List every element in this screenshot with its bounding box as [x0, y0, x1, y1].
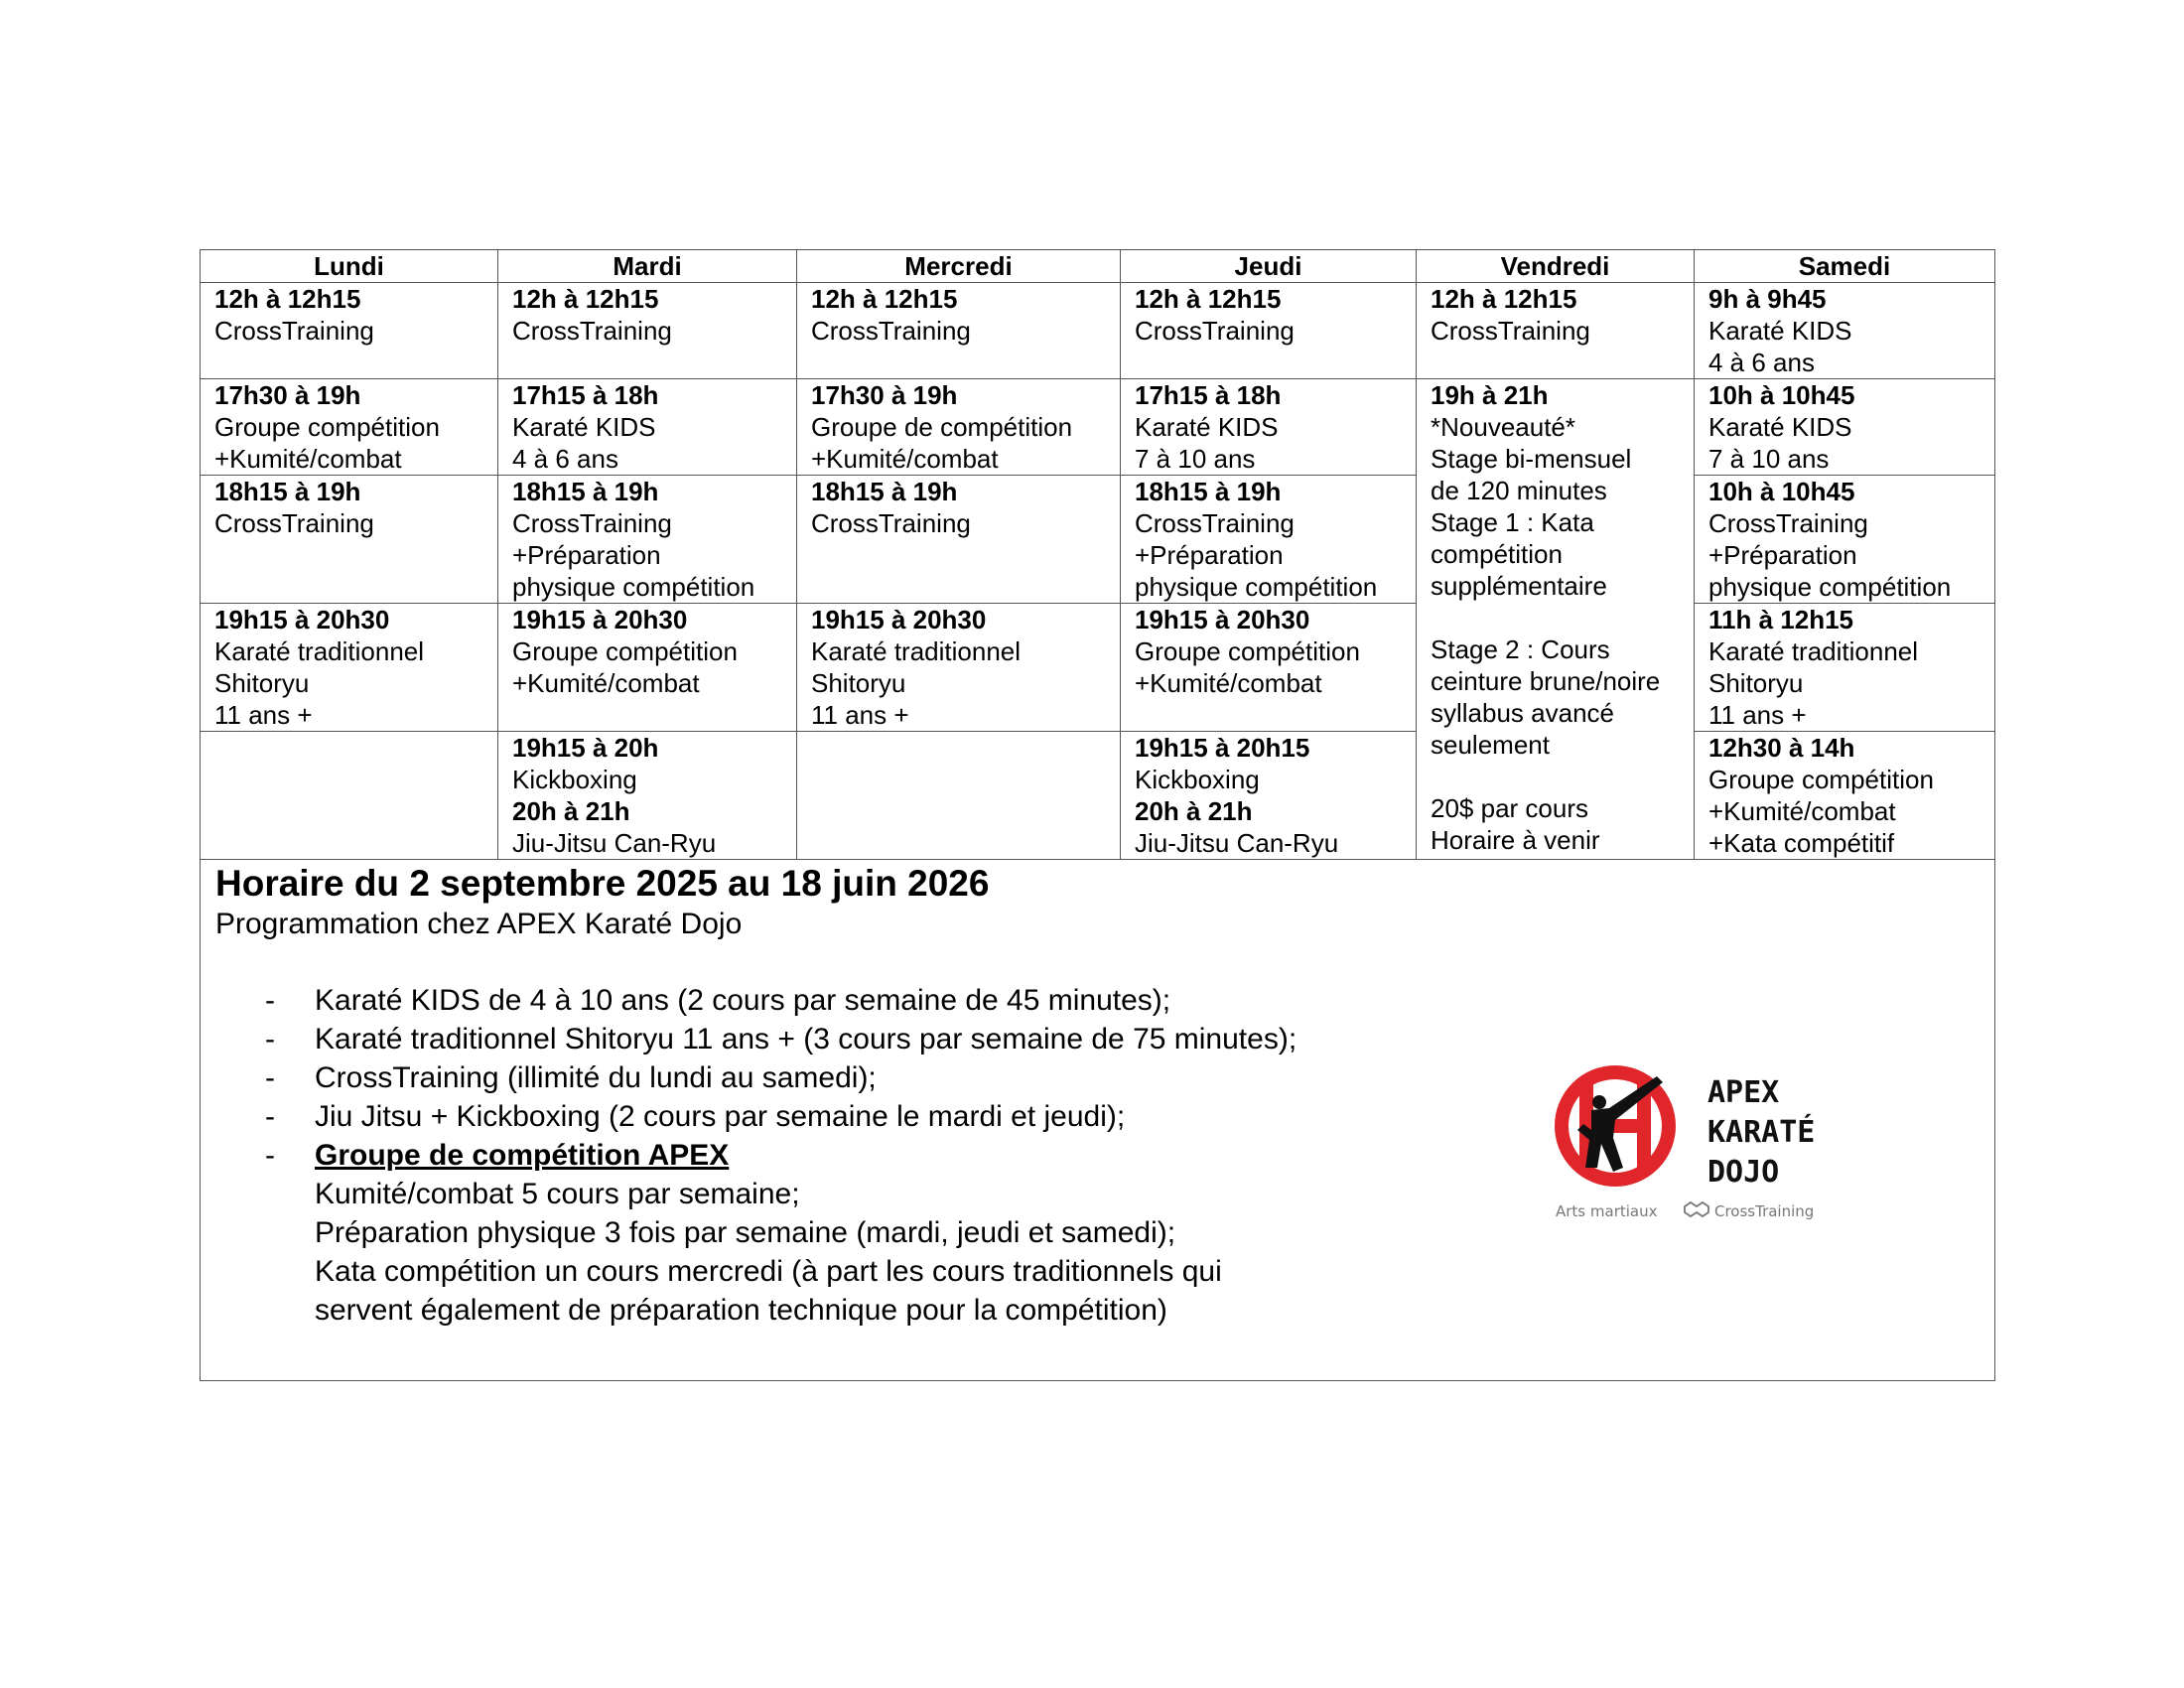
competition-line: Kumité/combat 5 cours par semaine;: [315, 1178, 800, 1210]
class-time: 18h15 à 19h: [214, 477, 361, 506]
logo-text-karate: KARATÉ: [1707, 1115, 1816, 1150]
class-cell: [1695, 283, 1995, 379]
class-time: 20h à 21h: [512, 796, 630, 826]
class-name: Karaté KIDS: [1708, 316, 1852, 346]
class-cell: [201, 476, 498, 604]
class-name: CrossTraining: [214, 508, 374, 538]
class-cell: [797, 283, 1121, 379]
class-cell: [1121, 283, 1417, 379]
empty-cell: [797, 732, 1121, 860]
class-detail: *Nouveauté*: [1431, 412, 1575, 442]
logo-text-apex: APEX: [1707, 1075, 1780, 1110]
competition-line: Préparation physique 3 fois par semaine (mardi, jeudi et samedi);: [315, 1216, 1176, 1249]
class-time: 10h à 10h45: [1708, 380, 1855, 410]
class-cell: [1121, 379, 1417, 476]
class-detail: de 120 minutes: [1431, 476, 1607, 505]
class-time: 19h15 à 20h30: [1135, 605, 1310, 634]
class-time: 17h15 à 18h: [512, 380, 659, 410]
class-cell: [1695, 732, 1995, 860]
class-cell: [1417, 283, 1695, 379]
class-cell: [201, 604, 498, 732]
logo-tagline-crosstraining: CrossTraining: [1714, 1202, 1815, 1220]
bullet-dash: -: [265, 1023, 275, 1055]
class-time: 9h à 9h45: [1708, 284, 1827, 314]
program-text: Karaté KIDS de 4 à 10 ans (2 cours par semaine de 45 minutes);: [315, 984, 1171, 1017]
class-detail: Stage 1 : Kata: [1431, 507, 1594, 537]
class-style: Shitoryu: [1708, 668, 1804, 698]
class-time: 19h15 à 20h30: [214, 605, 390, 634]
class-detail: +Kumité/combat: [811, 444, 999, 474]
day-header-saturday: Samedi: [1695, 250, 1995, 283]
logo-emblem: [1562, 1072, 1669, 1180]
class-detail: seulement: [1431, 730, 1550, 760]
class-name: CrossTraining: [811, 316, 971, 346]
schedule-row: [201, 604, 1995, 732]
day-header-monday: Lundi: [201, 250, 498, 283]
class-age: 7 à 10 ans: [1135, 444, 1256, 474]
class-name: Groupe compétition: [214, 412, 440, 442]
class-name: Kickboxing: [512, 765, 637, 794]
apex-karate-dojo-logo: [1554, 1064, 1861, 1233]
class-cell: [498, 379, 797, 476]
program-item: [215, 981, 1979, 1020]
class-detail: +Préparation: [1708, 540, 1857, 570]
class-detail: +Préparation: [512, 540, 661, 570]
class-cell: [498, 476, 797, 604]
schedule-row: [201, 476, 1995, 604]
class-detail: Stage 2 : Cours: [1431, 634, 1610, 664]
class-name: CrossTraining: [512, 508, 672, 538]
program-text: CrossTraining (illimité du lundi au samedi);: [315, 1061, 877, 1094]
class-time: 12h à 12h15: [811, 284, 958, 314]
class-name: Groupe compétition: [1708, 765, 1934, 794]
competition-line: Kata compétition un cours mercredi (à part les cours traditionnels qui: [315, 1255, 1222, 1288]
class-time: 17h30 à 19h: [811, 380, 958, 410]
class-age: 11 ans +: [811, 700, 909, 730]
class-cell: [1695, 604, 1995, 732]
class-time: 18h15 à 19h: [811, 477, 958, 506]
class-name: CrossTraining: [214, 316, 374, 346]
empty-cell: [201, 732, 498, 860]
class-name: Karaté traditionnel: [214, 636, 425, 666]
class-time: 11h à 12h15: [1708, 605, 1853, 634]
class-time: 12h à 12h15: [1135, 284, 1282, 314]
class-cell: [498, 732, 797, 860]
day-header-row: [201, 250, 1995, 283]
class-time: 19h15 à 20h30: [811, 605, 987, 634]
class-detail: Horaire à venir: [1431, 825, 1600, 855]
class-detail: physique compétition: [512, 572, 755, 602]
class-name: Karaté traditionnel: [1708, 636, 1919, 666]
class-cell: [1121, 732, 1417, 860]
class-style: Shitoryu: [214, 668, 310, 698]
logo-tagline-arts: Arts martiaux: [1556, 1202, 1658, 1220]
class-name: Kickboxing: [1135, 765, 1260, 794]
program-text: Karaté traditionnel Shitoryu 11 ans + (3 cours par semaine de 75 minutes);: [315, 1023, 1297, 1055]
class-cell: [797, 604, 1121, 732]
class-time: 17h30 à 19h: [214, 380, 361, 410]
class-age: 7 à 10 ans: [1708, 444, 1830, 474]
class-time: 19h15 à 20h15: [1135, 733, 1310, 763]
class-detail: ceinture brune/noire: [1431, 666, 1661, 696]
class-name: CrossTraining: [512, 316, 672, 346]
class-name: Groupe de compétition: [811, 412, 1073, 442]
class-detail: +Kata compétitif: [1708, 828, 1895, 858]
class-detail: +Kumité/combat: [512, 668, 700, 698]
competition-heading: Groupe de compétition APEX: [315, 1139, 730, 1172]
class-cell: [797, 379, 1121, 476]
class-cell: [201, 283, 498, 379]
class-cell: [797, 476, 1121, 604]
class-name: Karaté KIDS: [512, 412, 656, 442]
class-name: Groupe compétition: [1135, 636, 1360, 666]
class-detail: +Kumité/combat: [1135, 668, 1322, 698]
friday-stage-cell: [1417, 379, 1695, 860]
class-detail: [1431, 761, 1680, 792]
class-time: 20h à 21h: [1135, 796, 1253, 826]
class-price: 20$ par cours: [1431, 793, 1588, 823]
class-name: Groupe compétition: [512, 636, 738, 666]
program-item: [215, 1020, 1979, 1058]
bullet-dash: -: [265, 1061, 275, 1094]
class-name: Jiu-Jitsu Can-Ryu: [512, 828, 717, 858]
class-cell: [1695, 379, 1995, 476]
day-header-tuesday: Mardi: [498, 250, 797, 283]
class-time: 18h15 à 19h: [1135, 477, 1282, 506]
class-time: 10h à 10h45: [1708, 477, 1855, 506]
class-age: 4 à 6 ans: [512, 444, 618, 474]
class-time: 17h15 à 18h: [1135, 380, 1282, 410]
class-time: 18h15 à 19h: [512, 477, 659, 506]
bullet-dash: -: [265, 1139, 275, 1172]
class-name: CrossTraining: [1135, 316, 1295, 346]
class-name: CrossTraining: [1135, 508, 1295, 538]
class-cell: [1121, 476, 1417, 604]
class-detail: [1431, 602, 1680, 633]
class-detail: compétition: [1431, 539, 1563, 569]
class-name: CrossTraining: [1431, 316, 1590, 346]
logo-text-dojo: DOJO: [1707, 1155, 1780, 1190]
class-name: Karaté KIDS: [1135, 412, 1279, 442]
class-name: Karaté traditionnel: [811, 636, 1022, 666]
schedule-row: [201, 283, 1995, 379]
class-detail: physique compétition: [1708, 572, 1952, 602]
competition-line: servent également de préparation technique pour la compétition): [315, 1294, 1167, 1327]
class-age: 11 ans +: [1708, 700, 1807, 730]
class-time: 19h à 21h: [1431, 380, 1549, 410]
bullet-dash: -: [265, 1100, 275, 1133]
class-detail: +Kumité/combat: [1708, 796, 1896, 826]
program-text: Jiu Jitsu + Kickboxing (2 cours par semaine le mardi et jeudi);: [315, 1100, 1126, 1133]
class-detail: +Préparation: [1135, 540, 1284, 570]
class-cell: [1695, 476, 1995, 604]
class-time: 12h à 12h15: [512, 284, 659, 314]
class-name: Jiu-Jitsu Can-Ryu: [1135, 828, 1339, 858]
class-detail: physique compétition: [1135, 572, 1378, 602]
class-time: 12h à 12h15: [214, 284, 361, 314]
program-subtitle: Programmation chez APEX Karaté Dojo: [215, 908, 743, 940]
handshake-icon: [1685, 1202, 1708, 1216]
schedule-row: [201, 379, 1995, 476]
bullet-dash: -: [265, 984, 275, 1017]
class-cell: [498, 283, 797, 379]
class-detail: +Kumité/combat: [214, 444, 402, 474]
class-time: 19h15 à 20h30: [512, 605, 688, 634]
day-header-wednesday: Mercredi: [797, 250, 1121, 283]
class-time: 19h15 à 20h: [512, 733, 659, 763]
class-detail: syllabus avancé: [1431, 698, 1614, 728]
class-detail: Stage bi-mensuel: [1431, 444, 1632, 474]
class-age: 4 à 6 ans: [1708, 348, 1815, 377]
class-name: CrossTraining: [811, 508, 971, 538]
class-time: 12h30 à 14h: [1708, 733, 1855, 763]
schedule-row: [201, 732, 1995, 860]
class-name: CrossTraining: [1708, 508, 1868, 538]
class-style: Shitoryu: [811, 668, 906, 698]
class-time: 12h à 12h15: [1431, 284, 1577, 314]
day-header-friday: Vendredi: [1417, 250, 1695, 283]
class-cell: [1121, 604, 1417, 732]
class-cell: [498, 604, 797, 732]
day-header-thursday: Jeudi: [1121, 250, 1417, 283]
schedule-period-title: Horaire du 2 septembre 2025 au 18 juin 2026: [215, 863, 990, 904]
class-cell: [201, 379, 498, 476]
class-age: 11 ans +: [214, 700, 313, 730]
class-detail: supplémentaire: [1431, 571, 1607, 601]
class-name: Karaté KIDS: [1708, 412, 1852, 442]
